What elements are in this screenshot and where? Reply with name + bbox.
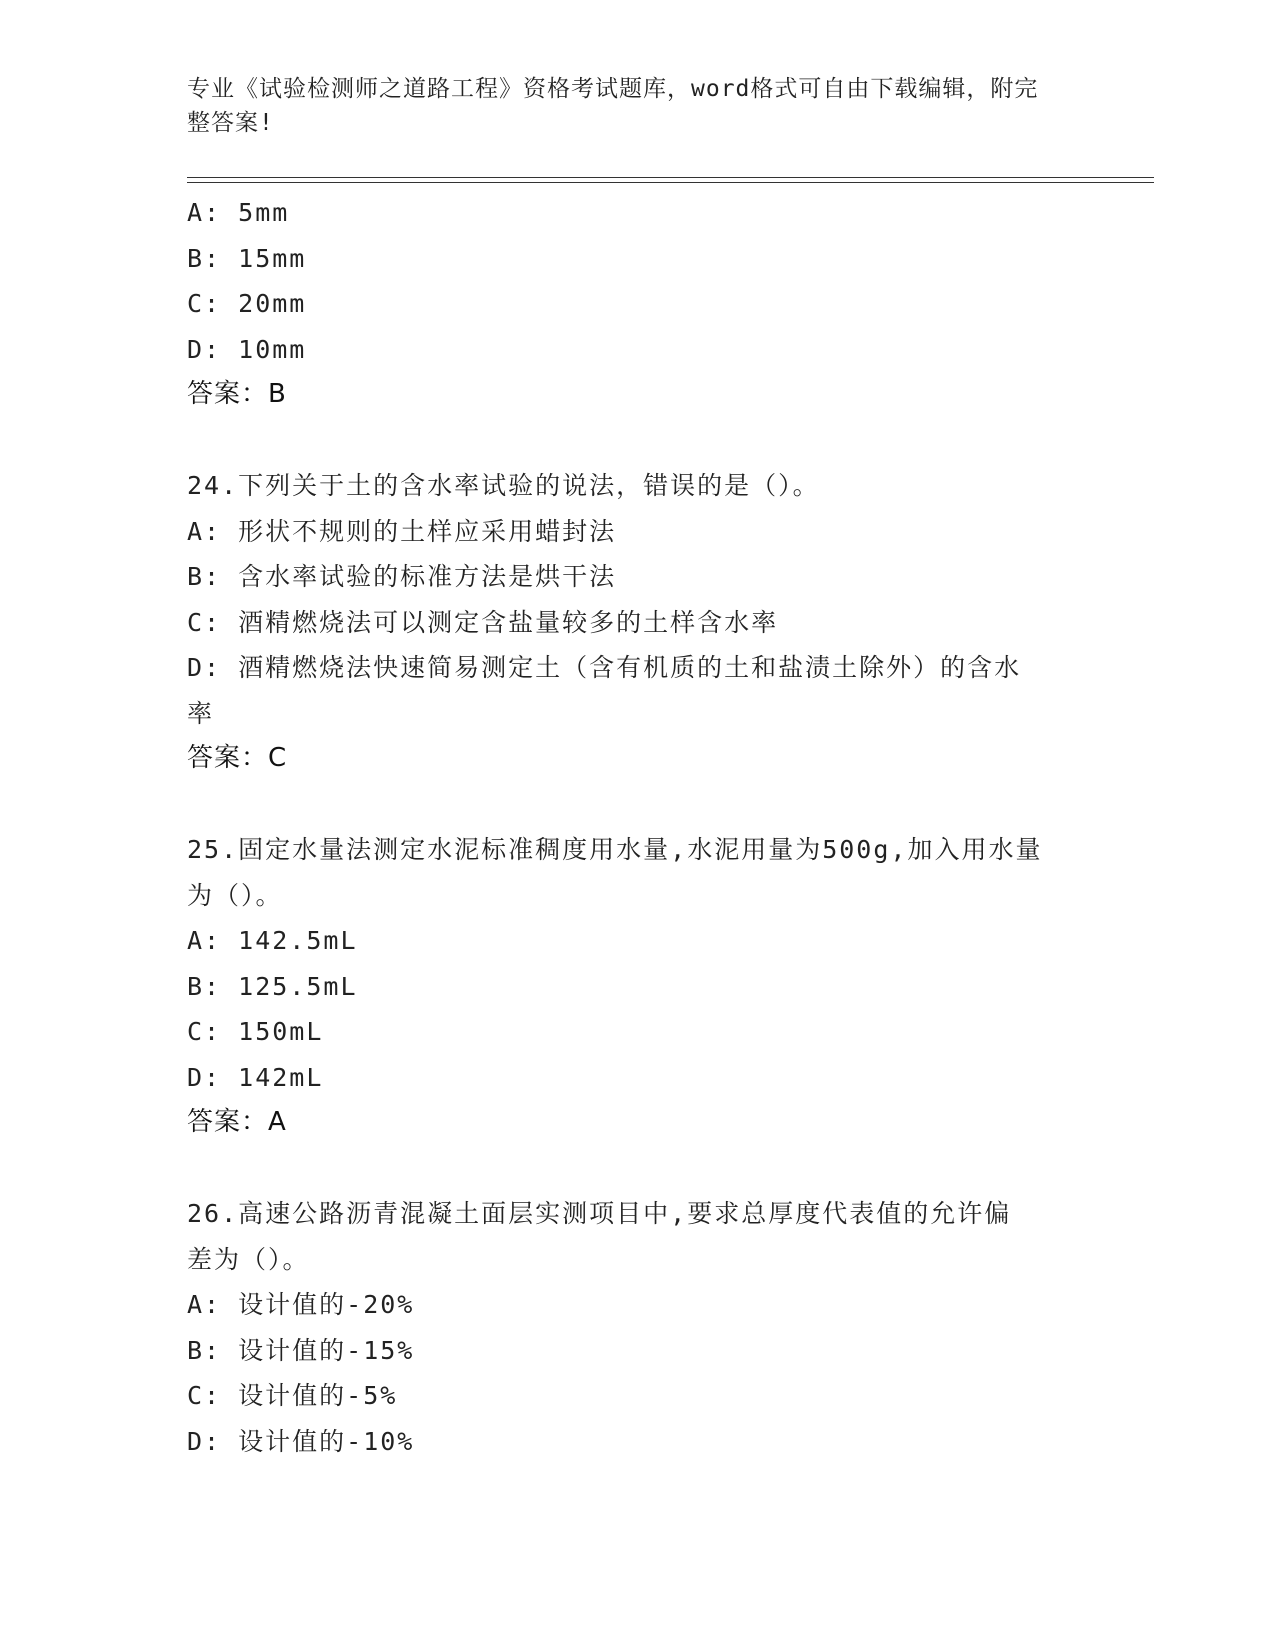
q26-stem-line-2: 差为（）。 bbox=[187, 1244, 310, 1274]
q24-option-d-continued: 率 bbox=[187, 698, 215, 728]
question-26 bbox=[187, 1191, 1087, 1464]
q25-option-b: B: 125.5mL bbox=[187, 971, 358, 1001]
q24-stem: 24.下列关于土的含水率试验的说法，错误的是（）。 bbox=[187, 471, 820, 500]
prev-answer: 答案：B bbox=[187, 379, 287, 409]
prev-option-d: D: 10mm bbox=[187, 334, 307, 364]
q25-stem-line-1: 25.固定水量法测定水泥标准稠度用水量,水泥用量为500g,加入用水量 bbox=[187, 835, 1043, 864]
q26-option-b: B: 设计值的-15% bbox=[187, 1335, 415, 1365]
spacer bbox=[187, 782, 1087, 828]
header-divider-bottom bbox=[187, 182, 1154, 183]
q26-stem-line-1: 26.高速公路沥青混凝土面层实测项目中,要求总厚度代表值的允许偏 bbox=[187, 1199, 1012, 1228]
q24-answer: 答案：C bbox=[187, 743, 288, 773]
q26-option-a: A: 设计值的-20% bbox=[187, 1290, 415, 1319]
prev-question bbox=[187, 190, 1087, 418]
q24-option-d: D: 酒精燃烧法快速简易测定土（含有机质的土和盐渍土除外）的含水 bbox=[187, 653, 1022, 682]
q25-option-c: C: 150mL bbox=[187, 1017, 324, 1046]
header-divider-top bbox=[187, 177, 1154, 178]
question-list bbox=[187, 190, 1087, 1464]
spacer bbox=[187, 418, 1087, 464]
q24-option-a: A: 形状不规则的土样应采用蜡封法 bbox=[187, 516, 617, 546]
q25-stem-line-2: 为（）。 bbox=[187, 880, 283, 910]
q26-option-d: D: 设计值的-10% bbox=[187, 1426, 415, 1456]
prev-option-c: C: 20mm bbox=[187, 289, 307, 318]
question-25 bbox=[187, 827, 1087, 1146]
document-header bbox=[187, 72, 1067, 140]
q26-option-c: C: 设计值的-5% bbox=[187, 1381, 398, 1410]
q24-option-c: C: 酒精燃烧法可以测定含盐量较多的土样含水率 bbox=[187, 607, 779, 637]
spacer bbox=[187, 1146, 1087, 1192]
prev-option-a: A: 5mm bbox=[187, 198, 290, 227]
header-text-line-1: 专业《试验检测师之道路工程》资格考试题库，word格式可自由下载编辑，附完 bbox=[187, 76, 1039, 102]
q25-option-a: A: 142.5mL bbox=[187, 926, 358, 955]
header-text-line-2: 整答案! bbox=[187, 110, 274, 136]
q25-option-d: D: 142mL bbox=[187, 1062, 324, 1092]
prev-option-b: B: 15mm bbox=[187, 243, 307, 273]
question-24 bbox=[187, 463, 1087, 782]
q25-answer: 答案：A bbox=[187, 1107, 287, 1137]
q24-option-b: B: 含水率试验的标准方法是烘干法 bbox=[187, 562, 617, 591]
